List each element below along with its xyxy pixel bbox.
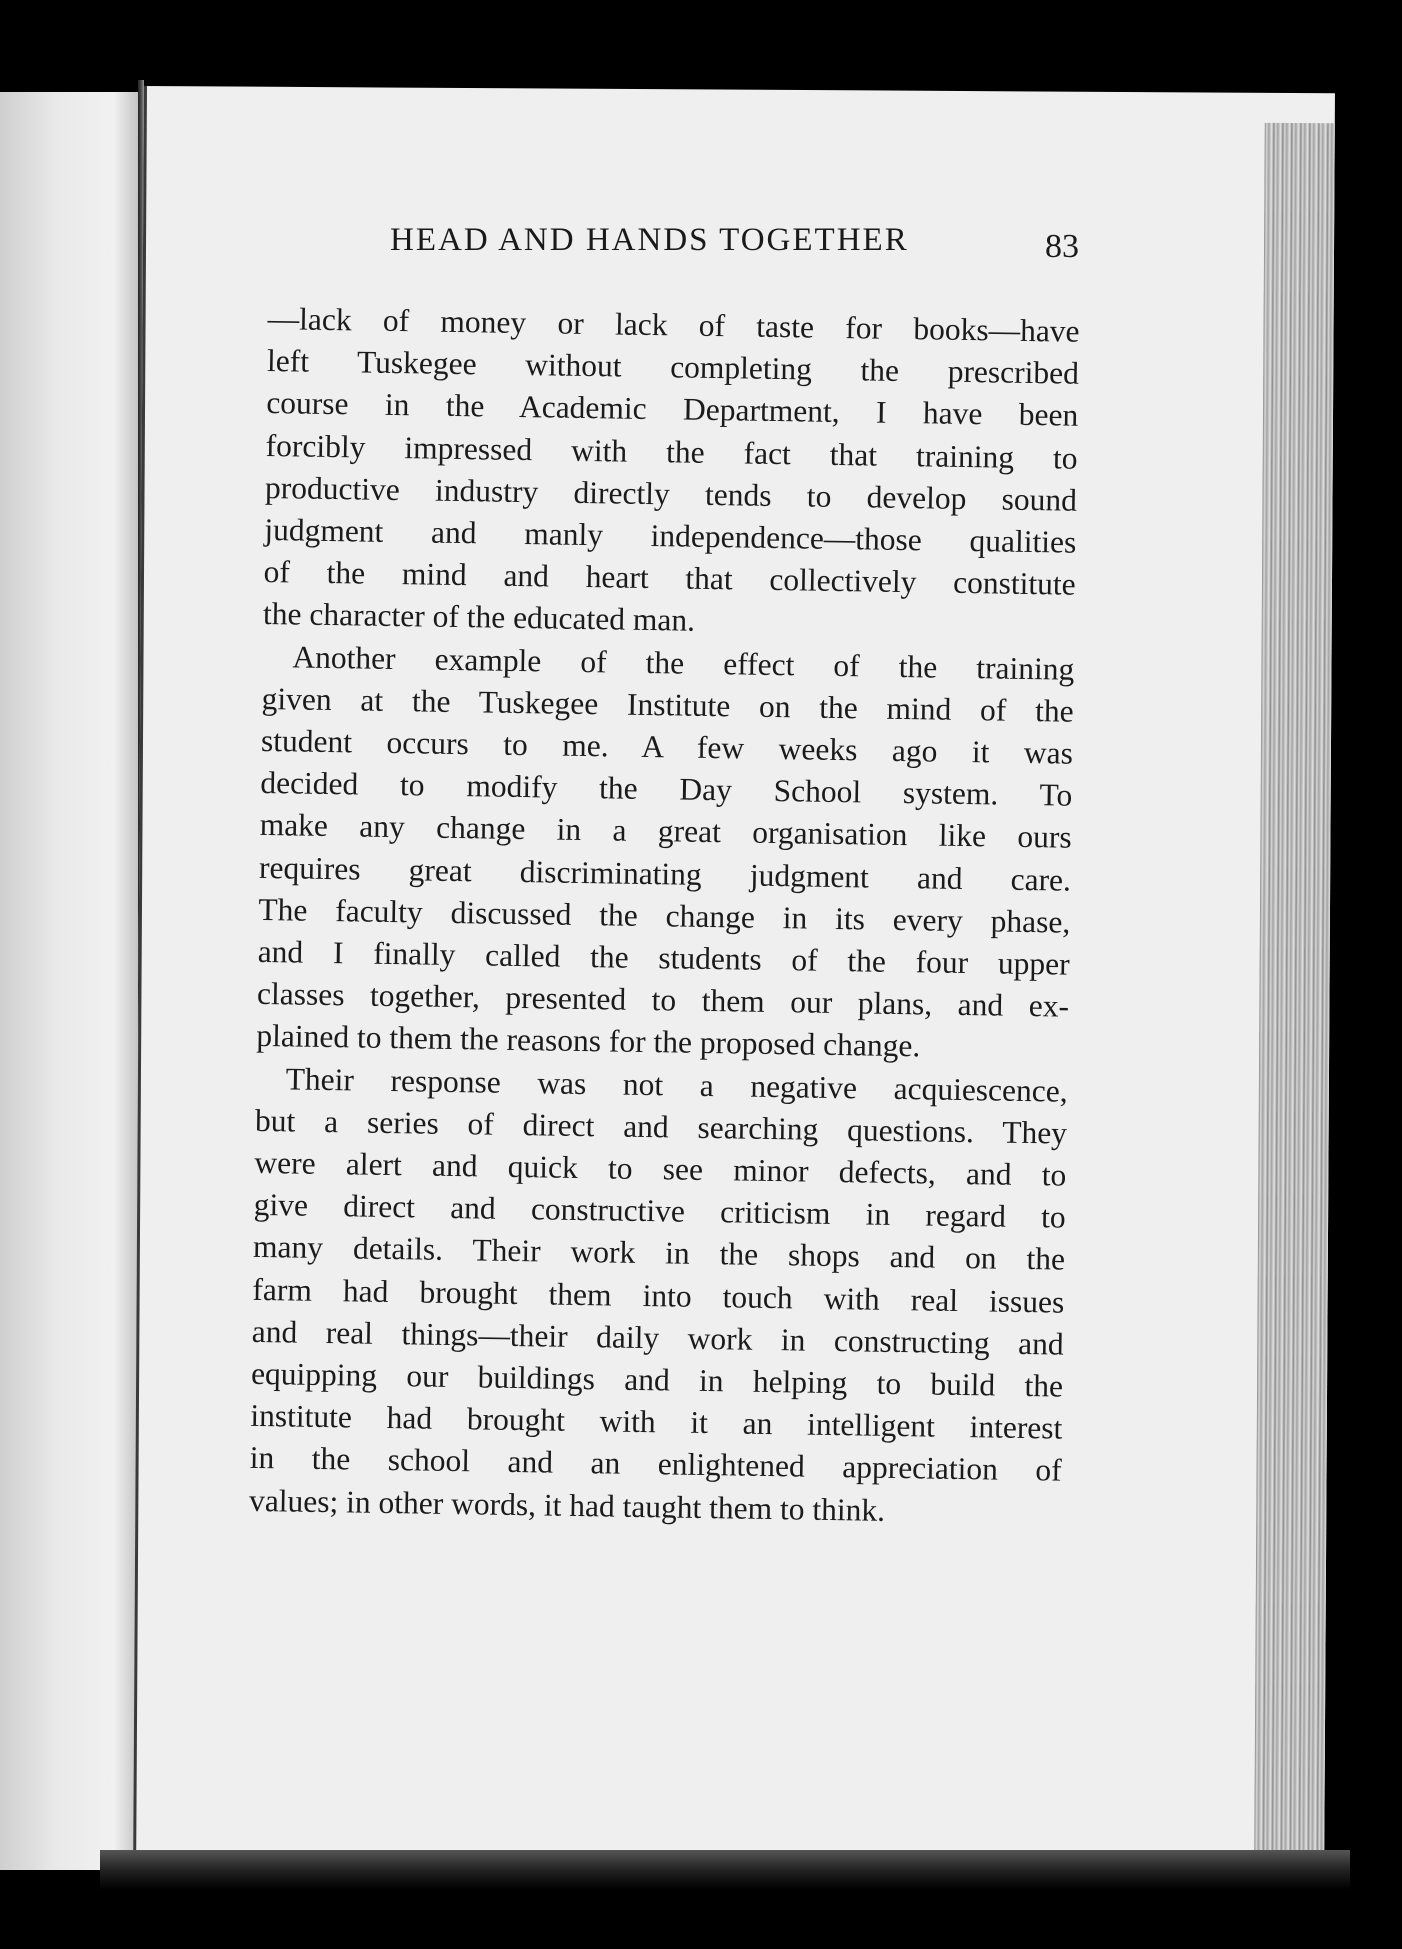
text-line: give direct and constructive criticism in regard to: [253, 1187, 1066, 1235]
text-line: given at the Tuskegee Institute on the mind of the: [261, 680, 1074, 729]
body-text: [249, 298, 1080, 1534]
text-line: were alert and quick to see minor defects, and to: [254, 1144, 1067, 1193]
text-line: farm had brought them into touch with real issues: [252, 1271, 1065, 1320]
text-line: left Tuskegee without completing the prescribed: [266, 343, 1080, 391]
text-line: The faculty discussed the change in its every phase,: [258, 891, 1071, 940]
text-line: course in the Academic Department, I have been: [266, 385, 1079, 434]
text-line: and real things—their daily work in constructing and: [251, 1313, 1064, 1362]
text-line: in the school and an enlightened appreciation of: [249, 1440, 1062, 1489]
text-line: —lack of money or lack of taste for books—have: [267, 300, 1080, 349]
text-line: classes together, presented to them our plans, and ex-: [256, 976, 1070, 1024]
text-line: institute had brought with it an intelligent interest: [250, 1398, 1063, 1446]
text-line: the character of the educated man.: [262, 596, 696, 639]
paragraph: [249, 1058, 1068, 1535]
running-head: HEAD AND HANDS TOGETHER: [390, 222, 909, 258]
text-line: requires great discriminating judgment and care.: [258, 849, 1072, 898]
text-line: but a series of direct and searching questions. They: [254, 1102, 1068, 1151]
page-bottom-shadow: [100, 1850, 1350, 1890]
text-line: decided to modify the Day School system. To: [260, 765, 1073, 813]
text-line: equipping our buildings and in helping to build the: [250, 1355, 1064, 1404]
paragraph: [263, 298, 1080, 648]
paragraph: [256, 636, 1075, 1071]
previous-page-edge: [0, 92, 142, 1870]
page-number: 83: [1045, 228, 1079, 265]
text-line: Their response was not a negative acquiescence,: [285, 1061, 1068, 1109]
text-line: make any change in a great organisation like ours: [259, 807, 1072, 856]
text-line: productive industry directly tends to develop sound: [264, 469, 1078, 518]
text-line: and I finally called the students of the four upper: [257, 933, 1070, 982]
text-line: forcibly impressed with the fact that training to: [265, 427, 1078, 476]
text-line: many details. Their work in the shops and on the: [252, 1229, 1066, 1278]
text-line: values; in other words, it had taught them to think.: [248, 1482, 886, 1528]
text-line: plained to them the reasons for the proposed change.: [256, 1018, 921, 1064]
text-line: Another example of the effect of the training: [292, 639, 1075, 687]
text-line: student occurs to me. A few weeks ago it was: [260, 722, 1074, 771]
text-line: of the mind and heart that collectively constitute: [263, 554, 1076, 602]
text-line: judgment and manly independence—those qualities: [264, 511, 1077, 560]
